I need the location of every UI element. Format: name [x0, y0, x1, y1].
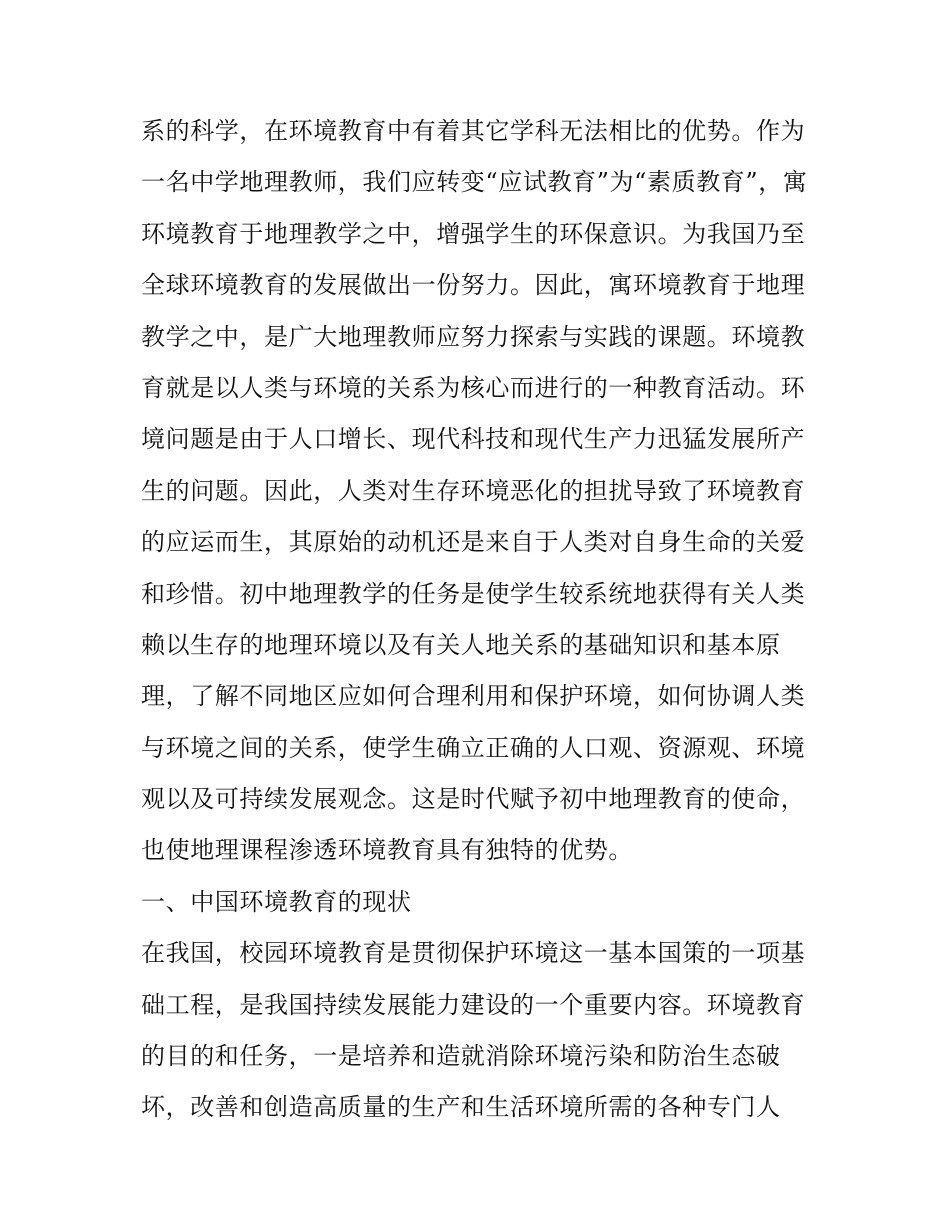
text-line: 的目的和任务，一是培养和造就消除环境污染和防治生态破	[141, 1042, 781, 1071]
text-line: 境问题是由于人口增长、现代科技和现代生产力迅猛发展所产	[141, 425, 806, 454]
text-line: 的应运而生，其原始的动机还是来自于人类对自身生命的关爱	[141, 528, 806, 557]
text-line: 和珍惜。初中地理教学的任务是使学生较系统地获得有关人类	[141, 579, 806, 608]
text-line: 赖以生存的地理环境以及有关人地关系的基础知识和基本原	[141, 630, 781, 659]
text-line: 环境教育于地理教学之中，增强学生的环保意识。为我国乃至	[141, 219, 806, 248]
text-line: 观以及可持续发展观念。这是时代赋予初中地理教育的使命，	[141, 785, 806, 814]
text-line: 理，了解不同地区应如何合理利用和保护环境，如何协调人类	[141, 682, 806, 711]
text-line: 全球环境教育的发展做出一份努力。因此，寓环境教育于地理	[141, 271, 806, 300]
text-line: 也使地理课程渗透环境教育具有独特的优势。	[141, 836, 633, 865]
text-line: 教学之中，是广大地理教师应努力探索与实践的课题。环境教	[141, 322, 806, 351]
text-line: 在我国，校园环境教育是贯彻保护环境这一基本国策的一项基	[141, 939, 806, 968]
section-heading: 一、中国环境教育的现状	[141, 887, 412, 916]
body-text	[141, 106, 821, 1134]
text-line: 一名中学地理教师，我们应转变“应试教育”为“素质教育”，寓	[141, 168, 808, 197]
text-line: 生的问题。因此，人类对生存环境恶化的担扰导致了环境教育	[141, 476, 806, 505]
text-line: 与环境之间的关系，使学生确立正确的人口观、资源观、环境	[141, 733, 806, 762]
text-line: 坏，改善和创造高质量的生产和生活环境所需的各种专门人	[141, 1093, 781, 1122]
text-line: 础工程，是我国持续发展能力建设的一个重要内容。环境教育	[141, 990, 806, 1019]
text-line: 育就是以人类与环境的关系为核心而进行的一种教育活动。环	[141, 373, 806, 402]
text-line: 系的科学，在环境教育中有着其它学科无法相比的优势。作为	[141, 117, 806, 145]
